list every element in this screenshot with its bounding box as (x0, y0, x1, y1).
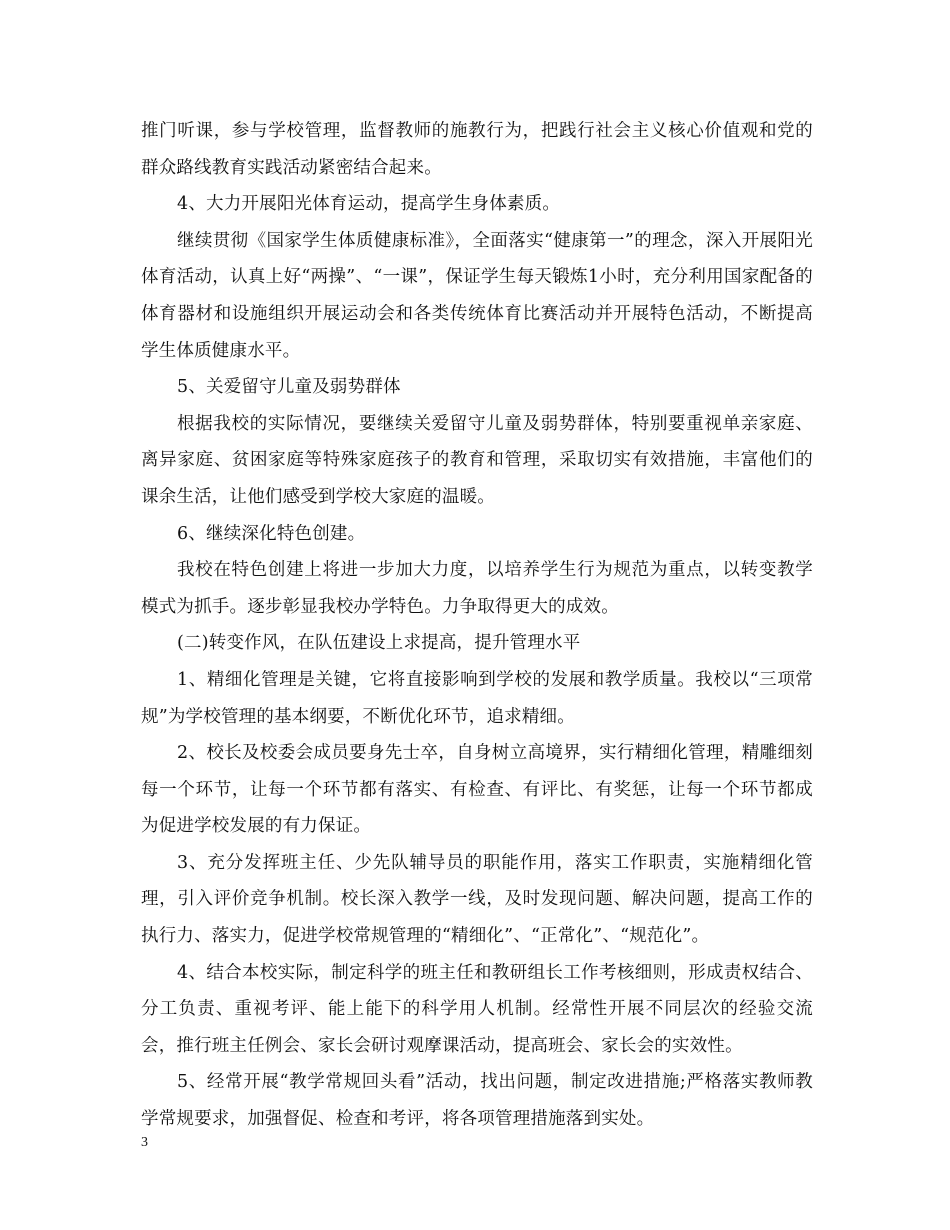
paragraph-12: 4、结合本校实际，制定科学的班主任和教研组长工作考核细则，形成责权结合、分工负责、重视考评、能上能下的科学用人机制。经常性开展不同层次的经验交流会，推行班主任例会、家长会研讨观摩课活动，提高班会、家长会的实效性。 (141, 962, 813, 1056)
section-heading-2: (二)转变作风，在队伍建设上求提高，提升管理水平 (177, 633, 581, 654)
paragraph-9: 1、精细化管理是关键，它将直接影响到学校的发展和教学质量。我校以“三项常规”为学校管理的基本纲要，不断优化环节，追求精细。 (141, 669, 813, 727)
paragraph-1: 推门听课，参与学校管理，监督教师的施教行为，把践行社会主义核心价值观和党的群众路线教育实践活动紧密结合起来。 (141, 121, 813, 178)
section-heading-5: 5、关爱留守儿童及弱势群体 (177, 377, 401, 398)
page-number: 3 (141, 1135, 148, 1150)
paragraph-10: 2、校长及校委会成员要身先士卒，自身树立高境界，实行精细化管理，精雕细刻每一个环节，让每一个环节都有落实、有检查、有评比、有奖惩，让每一个环节都成为促进学校发展的有力保证。 (141, 743, 813, 837)
section-heading-6: 6、继续深化特色创建。 (177, 523, 366, 544)
paragraph-3: 继续贯彻《国家学生体质健康标准》，全面落实“健康第一”的理念，深入开展阳光体育活动，认真上好“两操”、“一课”，保证学生每天锻炼1小时，充分利用国家配备的体育器材和设施组织开展运动会和各类传统体育比赛活动并开展特色活动，不断提高学生体质健康水平。 (141, 230, 813, 361)
paragraph-11: 3、充分发挥班主任、少先队辅导员的职能作用，落实工作职责，实施精细化管理，引入评价竞争机制。校长深入教学一线，及时发现问题、解决问题，提高工作的执行力、落实力，促进学校常规管理的“精细化”、“正常化”、“规范化”。 (141, 852, 813, 947)
section-heading-4: 4、大力开展阳光体育运动，提高学生身体素质。 (177, 194, 561, 215)
paragraph-5: 根据我校的实际情况，要继续关爱留守儿童及弱势群体，特别要重视单亲家庭、离异家庭、贫困家庭等特殊家庭孩子的教育和管理，采取切实有效措施，丰富他们的课余生活，让他们感受到学校大家庭的温暖。 (141, 413, 813, 507)
page-content (141, 113, 813, 1138)
paragraph-7: 我校在特色创建上将进一步加大力度，以培养学生行为规范为重点，以转变教学模式为抓手。逐步彰显我校办学特色。力争取得更大的成效。 (141, 560, 813, 617)
paragraph-13: 5、经常开展“教学常规回头看”活动，找出问题，制定改进措施;严格落实教师教学常规要求，加强督促、检查和考评，将各项管理措施落到实处。 (141, 1072, 813, 1130)
